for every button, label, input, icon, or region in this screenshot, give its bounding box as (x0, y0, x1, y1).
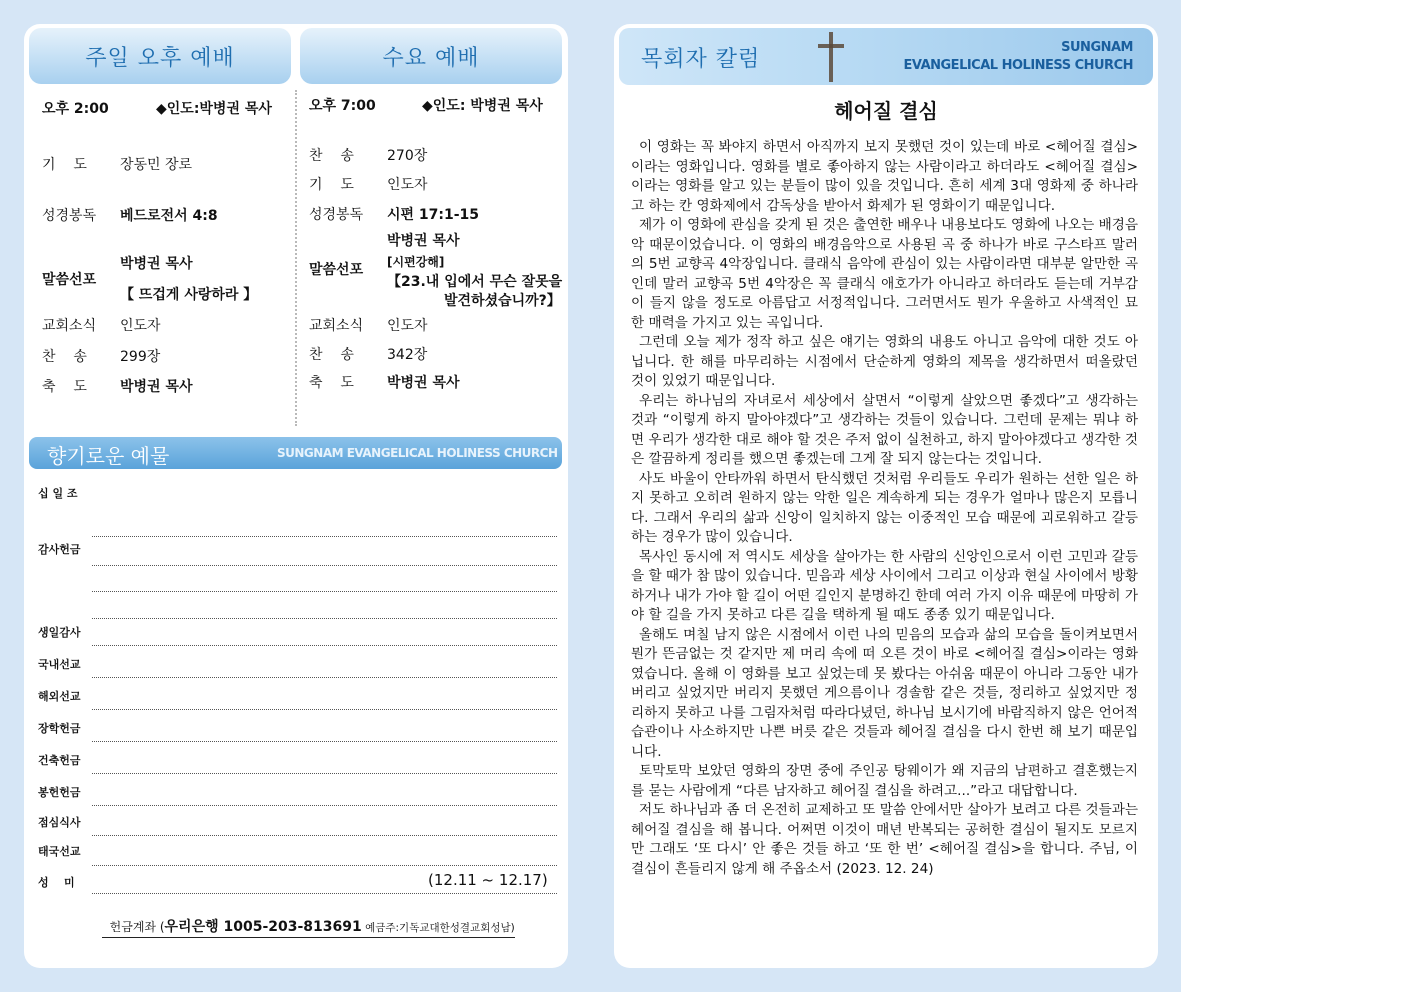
offering-building-line (92, 773, 557, 774)
wed-sermon-title-line2: 발견하셨습니까?】 (444, 293, 561, 309)
sunday-sermon-title: 【 뜨겁게 사랑하라 】 (120, 287, 258, 303)
offering-thanks-line (92, 565, 557, 566)
offering-scholarship-line (92, 741, 557, 742)
column-paragraph: 사도 바울이 안타까워 하면서 탄식했던 것처럼 우리들도 우리가 원하는 선한 일은 하지 못하고 오히려 원하지 않는 악한 일은 계속하게 되는 경우가 얼마나 많은지 모릅니다. 그래서 우리의 삶과 신앙이 일치하지 않는 이중적인 모습 때문에 괴로워하고 갈등하는 경우가 많이 있습니다. (631, 470, 1138, 545)
column-body (631, 138, 1138, 879)
offering-lunch-label: 점심식사 (38, 816, 81, 829)
wednesday-leader: ◆인도: 박병권 목사 (422, 98, 543, 114)
sunday-leader: ◆인도:박병권 목사 (156, 101, 272, 117)
sunday-value-prayer: 장동민 장로 (120, 157, 193, 173)
sunday-value-reading: 베드로전서 4:8 (120, 208, 218, 224)
offering-scholarship-label: 장학헌금 (38, 722, 81, 735)
offering-building-label: 건축헌금 (38, 754, 81, 767)
column-title: 헤어질 결심 (834, 99, 938, 123)
wed-value-prayer: 인도자 (387, 177, 428, 193)
wed-value-preacher: 박병권 목사 (387, 233, 460, 249)
offering-tithe-label: 십 일 조 (38, 487, 78, 500)
account-prefix: 헌금계좌 ( (109, 920, 165, 934)
column-church-line1: SUNGNAM (1061, 40, 1133, 55)
column-divider (295, 90, 297, 426)
offering-overseas-label: 해외선교 (38, 690, 81, 703)
offering-account (102, 902, 515, 938)
cross-icon (811, 28, 851, 85)
offering-birthday-label: 생일감사 (38, 626, 81, 639)
sunday-service-header (29, 28, 291, 84)
wed-label-hymn1: 찬 송 (309, 148, 354, 164)
sunday-label-prayer: 기 도 (42, 157, 87, 173)
offering-church-name: SUNGNAM EVANGELICAL HOLINESS CHURCH (277, 446, 558, 460)
wed-label-sermon: 말씀선포 (309, 262, 364, 278)
offering-dedication-label: 봉헌헌금 (38, 786, 81, 799)
sunday-label-sermon: 말씀선포 (42, 272, 97, 288)
offering-thanks-line-3 (92, 618, 557, 619)
wed-sermon-title-line1: 【23.내 입에서 무슨 잘못을 (387, 274, 563, 290)
wed-value-benediction: 박병권 목사 (387, 375, 460, 391)
column-paragraph: 우리는 하나님의 자녀로서 세상에서 살면서 “이렇게 살았으면 좋겠다”고 생각하는 것과 “이렇게 하지 말아야겠다”고 생각하는 것들이 있습니다. 그런데 문제는 뭐냐 하면 우리가 생각한 대로 해야 할 것은 주저 없이 실천하고, 하지 말아야겠다고 생각한 것은 깔끔하게 정리를 했으면 좋겠는데 그게 잘 되지 않는다는 것입니다. (631, 392, 1138, 467)
wed-value-hymn2: 342장 (387, 347, 428, 363)
account-number: 우리은행 1005-203-813691 (164, 919, 362, 935)
offering-header (29, 437, 562, 469)
wed-label-hymn2: 찬 송 (309, 347, 354, 363)
sunday-value-benediction: 박병권 목사 (120, 379, 193, 395)
offering-overseas-line (92, 709, 557, 710)
wed-value-news: 인도자 (387, 318, 428, 334)
column-header-text: 목회자 칼럼 (641, 47, 761, 72)
offering-domestic-label: 국내선교 (38, 658, 81, 671)
column-paragraph: 올해도 며칠 남지 않은 시점에서 이런 나의 믿음의 모습과 삶의 모습을 돌이켜보면서 뭔가 뜬금없는 것 같지만 제 머리 속에 떠 오른 것이 바로 <헤어질 결심>이라는 영화였습니다. 올해 이 영화를 보고 싶었는데 못 봤다는 아쉬움 때문이 아니라 그동안 내가 버리고 싶었지만 버리지 못했던 게으름이나 경솔함 같은 것들, 정리하고 싶었지만 정리하지 못하고 나를 그림자처럼 따라다녔던, 하나님 보시기에 바람직하지 않은 언어적 습관이나 사소하지만 나쁜 버릇 같은 것들과 헤어질 결심을 다시 한번 해 보기 때문입니다. (631, 626, 1138, 760)
offering-dedication-line (92, 805, 557, 806)
column-church-line2: EVANGELICAL HOLINESS CHURCH (903, 58, 1133, 73)
column-paragraph: 제가 이 영화에 관심을 갖게 된 것은 출연한 배우나 내용보다도 영화에 나오는 배경음악 때문이었습니다. 이 영화의 배경음악으로 사용된 곡 중 하나가 바로 구스타프 말러의 5번 교향곡 4악장입니다. 클래식 음악에 관심이 있는 사람이라면 대부분 알만한 곡인데 말러 교향곡 5번 4악장은 꼭 클래식 애호가가 아니라고 하더라도 듣는데 거부감이 들지 않을 정도로 아름답고 서정적입니다. 그러면서도 뭔가 우울하고 사색적인 묘한 매력을 가지고 있는 곡입니다. (631, 217, 1138, 331)
column-paragraph: 목사인 동시에 저 역시도 세상을 살아가는 한 사람의 신앙인으로서 이런 고민과 갈등을 할 때가 참 많이 있습니다. 믿음과 세상 사이에서 그리고 이상과 현실 사이에서 방황하거나 내가 가야 할 길이 어떤 길인지 분명하긴 한데 여러 가지 이유 때문에 마땅히 가야 할 길을 가지 못하고 다른 길을 택하게 될 때도 종종 있기 때문입니다. (631, 548, 1138, 623)
wednesday-header-text: 수요 예배 (382, 45, 480, 71)
offering-period: (12.11 ~ 12.17) (428, 871, 548, 889)
offering-lunch-line (92, 835, 557, 836)
offering-domestic-line (92, 677, 557, 678)
column-paragraph: 그런데 오늘 제가 정작 하고 싶은 얘기는 영화의 내용도 아니고 음악에 대한 것도 아닙니다. 한 해를 마무리하는 시점에서 단순하게 영화의 제목을 생각하면서 떠올랐던 것이 있었기 때문입니다. (631, 334, 1138, 389)
sunday-label-hymn: 찬 송 (42, 349, 87, 365)
offering-thailand-line (92, 865, 557, 866)
wednesday-time: 오후 7:00 (309, 98, 376, 114)
column-paragraph: 토막토막 보았던 영화의 장면 중에 주인공 탕웨이가 왜 지금의 남편하고 결혼했는지를 묻는 사람에게 “다른 남자하고 헤어질 결심을 하려고...”라고 대답합니다. (631, 763, 1138, 799)
offering-thailand-label: 태국선교 (38, 845, 81, 858)
sunday-value-news: 인도자 (120, 318, 161, 334)
offering-tithe-line (92, 536, 557, 537)
offering-rice-line (92, 893, 557, 894)
wed-sermon-series: [시편강해] (387, 255, 445, 269)
wednesday-service-header (300, 28, 562, 84)
wed-value-reading: 시편 17:1-15 (387, 207, 480, 223)
offering-thanks-label: 감사헌금 (38, 543, 81, 556)
sunday-label-news: 교회소식 (42, 318, 97, 334)
column-paragraph: 이 영화는 꼭 봐야지 하면서 아직까지 보지 못했던 것이 있는데 바로 <헤어질 결심>이라는 영화입니다. 영화를 별로 좋아하지 않는 사람이라고 하더라도 <헤어질 결심>이라는 영화를 알고 있는 분들이 많이 있을 것입니다. 흔히 세계 3대 영화제 중 하나라고 하는 칸 영화제에서 감독상을 받아서 화제가 된 영화이기 때문입니다. (631, 139, 1138, 214)
offering-birthday-line (92, 645, 557, 646)
wed-label-reading: 성경봉독 (309, 207, 364, 223)
offering-header-text: 향기로운 예물 (47, 444, 170, 468)
offering-rice-label: 성 미 (38, 876, 75, 889)
wed-label-prayer: 기 도 (309, 177, 354, 193)
sunday-label-benediction: 축 도 (42, 379, 87, 395)
sunday-value-preacher: 박병권 목사 (120, 256, 193, 272)
sunday-time: 오후 2:00 (42, 101, 109, 117)
wed-label-benediction: 축 도 (309, 375, 354, 391)
sunday-header-text: 주일 오후 예배 (85, 45, 235, 71)
column-paragraph: 저도 하나님과 좀 더 온전히 교제하고 또 말씀 안에서만 살아가 보려고 다른 것들과는 헤어질 결심을 해 봅니다. 어쩌면 이것이 매년 반복되는 공허한 결심이 될지도 모르지만 그래도 ‘또 다시’ 안 좋은 것들 하고 ‘또 한 번’ <헤어질 결심>을 합니다. 주님, 이 결심이 흔들리지 않게 해 주옵소서 (2023. 12. 24) (631, 802, 1138, 877)
column-header (619, 28, 1153, 85)
sunday-label-reading: 성경봉독 (42, 208, 97, 224)
wed-value-hymn1: 270장 (387, 148, 428, 164)
wed-label-news: 교회소식 (309, 318, 364, 334)
sunday-value-hymn: 299장 (120, 349, 161, 365)
account-holder: 예금주:기독교대한성결교회성남) (361, 922, 515, 934)
offering-thanks-line-2 (92, 591, 557, 592)
